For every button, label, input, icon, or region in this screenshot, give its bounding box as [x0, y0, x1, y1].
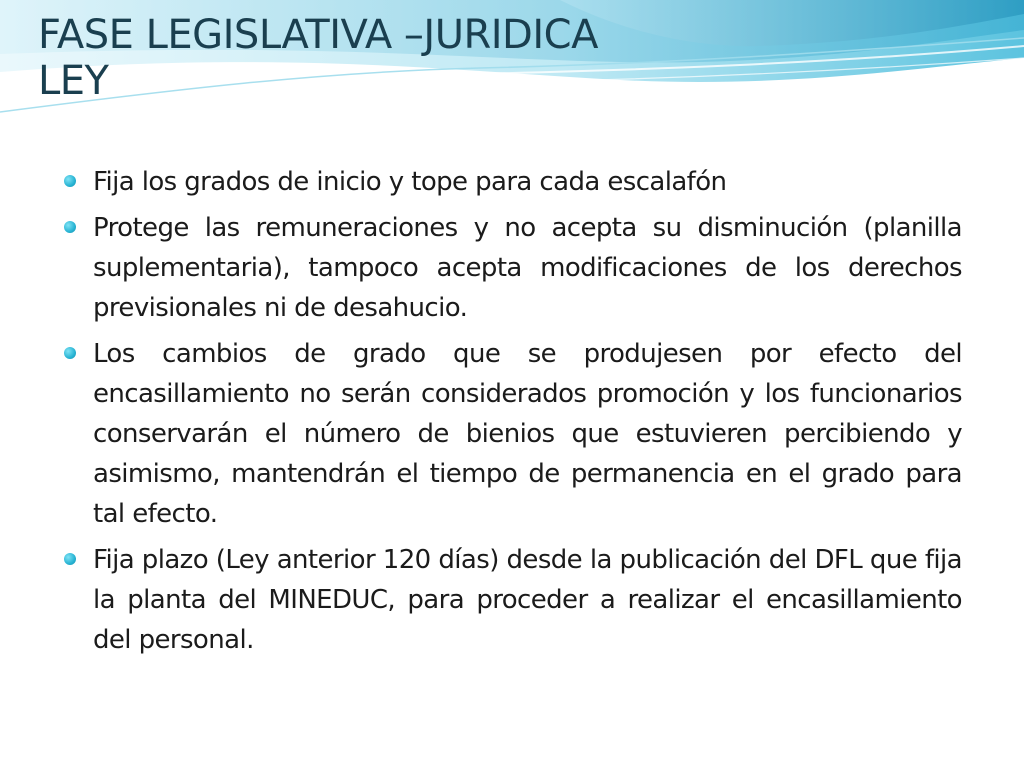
bullet-dot-icon — [64, 221, 76, 233]
bullet-dot-icon — [64, 553, 76, 565]
bullet-text: Fija plazo (Ley anterior 120 días) desde la publicación del DFL que fija la planta del MINEDUC, para proceder a realizar el encasillamiento del personal. — [93, 545, 962, 655]
bullet-text: Protege las remuneraciones y no acepta su disminución (planilla suplementaria), tampoco acepta modificaciones de los derechos previsionales ni de desahucio. — [93, 213, 962, 323]
bullet-dot-icon — [64, 347, 76, 359]
title-line-2: LEY — [38, 58, 109, 104]
slide-title — [38, 12, 938, 104]
bullet-item — [64, 334, 962, 534]
bullet-item — [64, 208, 962, 328]
bullet-list — [64, 162, 962, 660]
bullet-item — [64, 162, 962, 202]
bullet-text: Fija los grados de inicio y tope para cada escalafón — [93, 167, 727, 197]
title-line-1: FASE LEGISLATIVA –JURIDICA — [38, 12, 598, 58]
bullet-dot-icon — [64, 175, 76, 187]
slide-content — [64, 162, 962, 666]
bullet-item — [64, 540, 962, 660]
bullet-text: Los cambios de grado que se produjesen por efecto del encasillamiento no serán considerados promoción y los funcionarios conservarán el número de bienios que estuvieren percibiendo y asimismo, mantendrán el tiempo de permanencia en el grado para tal efecto. — [93, 339, 962, 529]
